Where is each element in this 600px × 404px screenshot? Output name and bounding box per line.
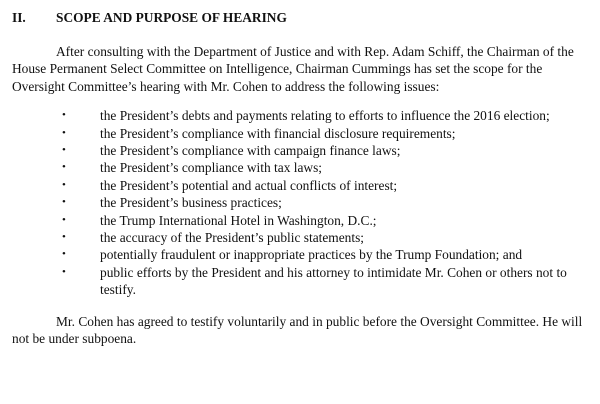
intro-paragraph: After consulting with the Department of Justice and with Rep. Adam Schiff, the Chairman of the House Permanent Select Committee on Intelligence, Chairman Cummings has set the scope for the Oversight Committee’s hearing with Mr. Cohen to address the following issues: [12, 44, 574, 94]
list-item [12, 107, 592, 124]
list-item-text: the accuracy of the President’s public statements; [100, 230, 365, 246]
list-item-text: the President’s compliance with campaign finance laws; [100, 143, 401, 159]
list-item [12, 212, 592, 229]
list-item-text: the President’s compliance with tax laws; [100, 160, 323, 176]
list-item-text: the President’s compliance with financial disclosure requirements; [100, 125, 456, 141]
bullet-icon: • [62, 231, 66, 244]
list-item-text: potentially fraudulent or inappropriate practices by the Trump Foundation; and [100, 247, 523, 263]
list-item [12, 125, 592, 142]
section-title: SCOPE AND PURPOSE OF HEARING [56, 10, 287, 25]
issues-list [12, 107, 592, 298]
section-heading [12, 9, 592, 26]
list-item [12, 264, 592, 299]
list-item [12, 194, 592, 211]
bullet-icon: • [62, 248, 66, 261]
closing-paragraph: Mr. Cohen has agreed to testify voluntarily and in public before the Oversight Committee. He will not be under subpoena. [12, 313, 583, 347]
bullet-icon: • [62, 178, 66, 191]
list-item [12, 159, 592, 176]
list-item [12, 142, 592, 159]
section-number: II. [12, 10, 26, 25]
list-item-text: public efforts by the President and his attorney to intimidate Mr. Cohen or others not to testify. [100, 264, 567, 298]
list-item-text: the President’s potential and actual conflicts of interest; [100, 177, 398, 193]
list-item [12, 229, 592, 246]
list-item-text: the Trump International Hotel in Washington, D.C.; [100, 212, 377, 228]
bullet-icon: • [62, 126, 66, 139]
list-item-text: the President’s business practices; [100, 195, 282, 211]
bullet-icon: • [62, 265, 66, 278]
list-item [12, 177, 592, 194]
list-item [12, 246, 592, 263]
document-page [12, 9, 592, 348]
bullet-icon: • [62, 213, 66, 226]
list-item-text: the President’s debts and payments relating to efforts to influence the 2016 election; [100, 108, 550, 124]
bullet-icon: • [62, 161, 66, 174]
bullet-icon: • [62, 109, 66, 122]
bullet-icon: • [62, 196, 66, 209]
bullet-icon: • [62, 144, 66, 157]
